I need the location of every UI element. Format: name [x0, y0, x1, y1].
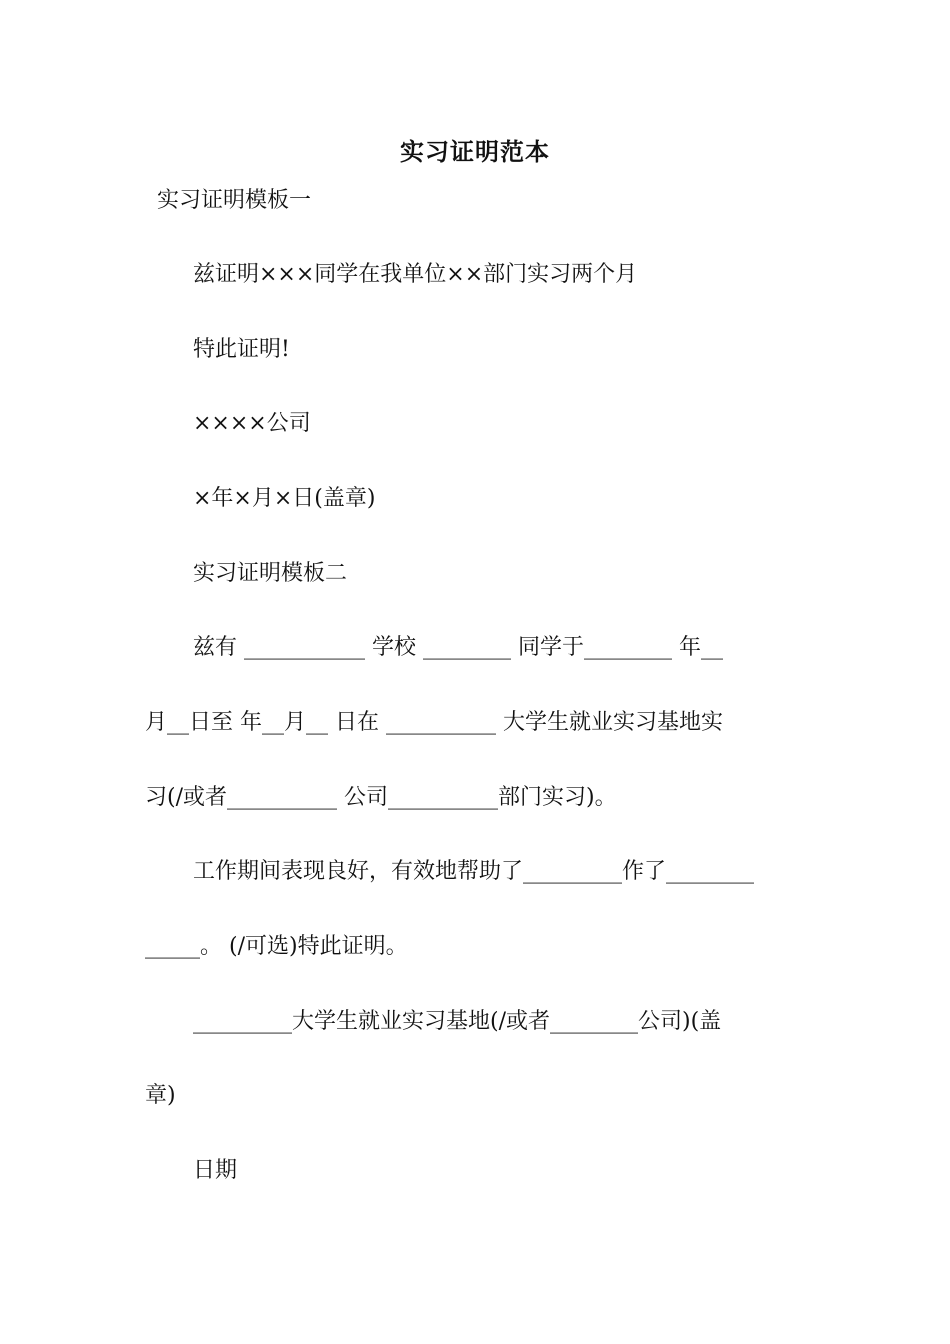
- template2-paragraph1-line2: 月__日至 年__月__ 日在 __________ 大学生就业实习基地实: [145, 710, 723, 735]
- template1-date-seal-line: ×年×月×日(盖章): [193, 486, 376, 511]
- template1-hereby-line: 特此证明!: [193, 337, 290, 362]
- template2-paragraph2-line2: _____。 (/可选)特此证明。: [145, 934, 408, 959]
- template1-heading: 实习证明模板一: [157, 188, 312, 213]
- template2-date-label: 日期: [193, 1158, 238, 1183]
- template1-certify-line: 兹证明×××同学在我单位××部门实习两个月: [193, 262, 638, 287]
- template1-company-line: ××××公司: [193, 411, 311, 436]
- template2-heading: 实习证明模板二: [193, 561, 348, 586]
- document-title: 实习证明范本: [400, 137, 550, 166]
- template2-paragraph1-line3: 习(/或者__________ 公司__________部门实习)。: [145, 785, 617, 810]
- template2-paragraph1-line1: 兹有 ___________ 学校 ________ 同学于________ 年__: [193, 635, 723, 660]
- template2-paragraph3-line1: _________大学生就业实习基地(/或者________公司)(盖: [193, 1009, 722, 1034]
- template2-paragraph3-line2: 章): [145, 1083, 176, 1108]
- template2-paragraph2-line1: 工作期间表现良好，有效地帮助了_________作了________: [193, 859, 755, 884]
